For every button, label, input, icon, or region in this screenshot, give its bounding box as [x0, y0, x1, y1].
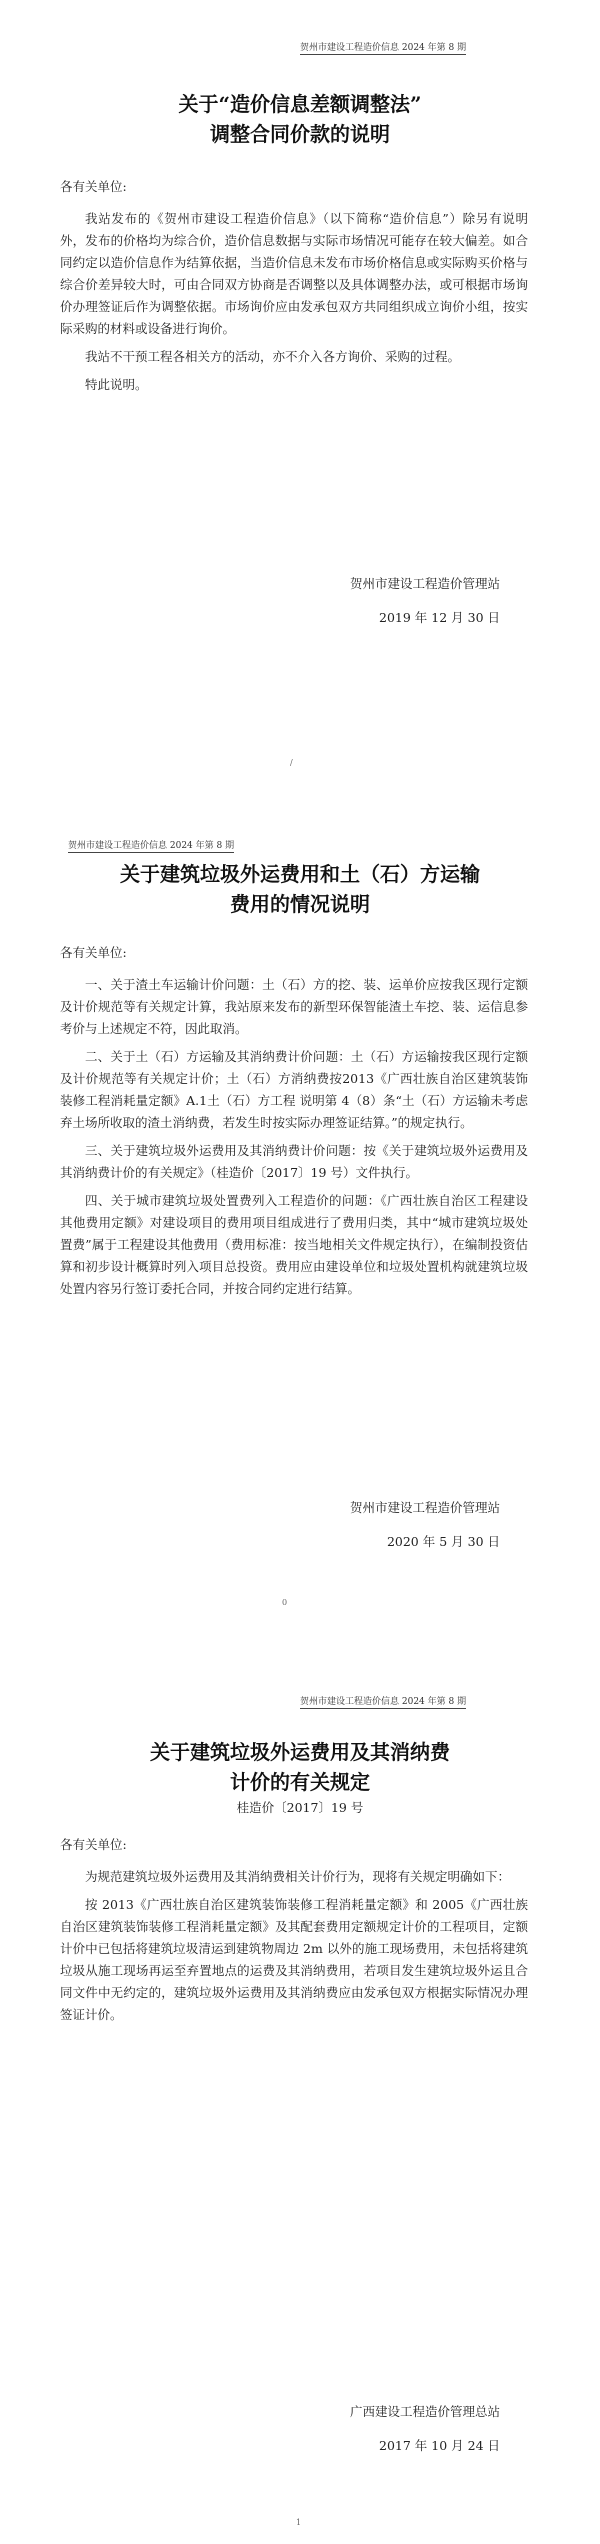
paragraph: 按 2013《广西壮族自治区建筑装饰装修工程消耗量定额》和 2005《广西壮族自治区建筑装饰装修工程消耗量定额》及其配套费用定额规定计价的工程项目，定额计价中已包括将建筑垃圾清运到建筑物周边 2m 以外的施工现场费用，未包括将建筑垃圾从施工现场再运至弃置地点的运费及其消纳费用，若项目发生建筑垃圾外运且合同文件中无约定的，建筑垃圾外运费用及其消纳费应由发承包双方根据实际情况办理签证计价。	[60, 1897, 528, 2022]
issuer-signature: 贺州市建设工程造价管理站	[349, 576, 500, 591]
notice-title-line-2: 计价的有关规定	[230, 1770, 370, 1794]
running-header: 贺州市建设工程造价信息 2024 年第 8 期	[300, 1694, 466, 1709]
paragraph: 一、关于渣土车运输计价问题：土（石）方的挖、装、运单价应按我区现行定额及计价规范等有关规定计算，我站原来发布的新型环保智能渣土车挖、装、运信息参考价与上述规定不符，因此取消。	[60, 977, 528, 1036]
running-header: 贺州市建设工程造价信息 2024 年第 8 期	[68, 838, 234, 853]
salutation: 各有关单位:	[60, 1837, 127, 1852]
paragraph: 特此说明。	[85, 377, 148, 392]
issue-date: 2020 年 5 月 30 日	[386, 1534, 500, 1549]
paragraph: 我站发布的《贺州市建设工程造价信息》（以下简称“造价信息”）除另有说明外，发布的价格均为综合价，造价信息数据与实际市场情况可能存在较大偏差。如合同约定以造价信息作为结算依据，当造价信息未发布市场价格信息或实际购买价格与综合价差异较大时，可由合同双方协商是否调整以及具体调整办法，或可根据市场询价办理签证后作为调整依据。市场询价应由发承包双方共同组织成立询价小组，按实际采购的材料或设备进行询价。	[60, 211, 528, 336]
issuer-signature: 贺州市建设工程造价管理站	[349, 1500, 500, 1515]
paragraph: 四、关于城市建筑垃圾处置费列入工程造价的问题：《广西壮族自治区工程建设其他费用定额》对建设项目的费用项目组成进行了费用归类，其中“城市建筑垃圾处置费”属于工程建设其他费用（费用标准：按当地相关文件规定执行），在编制投资估算和初步设计概算时列入项目总投资。费用应由建设单位和垃圾处置机构就建筑垃圾处置内容另行签订委托合同，并按合同约定进行结算。	[60, 1193, 528, 1296]
document-number: 桂造价〔2017〕19 号	[236, 1800, 364, 1815]
notice-title-line-2: 调整合同价款的说明	[210, 122, 390, 146]
salutation: 各有关单位:	[60, 945, 127, 960]
paragraph: 二、关于土（石）方运输及其消纳费计价问题：土（石）方运输按我区现行定额及计价规范等有关规定计价；土（石）方消纳费按2013《广西壮族自治区建筑装饰装修工程消耗量定额》A.1土（石）方工程 说明第 4（8）条“土（石）方运输未考虑弃土场所收取的渣土消纳费，若发生时按实际办理签证结算。”的规定执行。	[60, 1049, 528, 1130]
salutation: 各有关单位:	[60, 179, 127, 194]
running-header: 贺州市建设工程造价信息 2024 年第 8 期	[300, 40, 466, 55]
page-mark: /	[290, 758, 293, 767]
issue-date: 2017 年 10 月 24 日	[379, 2438, 500, 2453]
notice-title-line-2: 费用的情况说明	[230, 892, 370, 916]
issue-date: 2019 年 12 月 30 日	[379, 610, 500, 625]
issuer-signature: 广西建设工程造价管理总站	[349, 2404, 500, 2419]
paragraph: 三、关于建筑垃圾外运费用及其消纳费计价问题：按《关于建筑垃圾外运费用及其消纳费计价的有关规定》（桂造价〔2017〕19 号）文件执行。	[60, 1143, 528, 1180]
paragraph: 为规范建筑垃圾外运费用及其消纳费相关计价行为，现将有关规定明确如下：	[85, 1869, 511, 1884]
notice-title-line-1: 关于“造价信息差额调整法”	[178, 92, 422, 116]
paragraph: 我站不干预工程各相关方的活动，亦不介入各方询价、采购的过程。	[85, 349, 461, 364]
page-mark: 1	[296, 2518, 302, 2527]
notice-title-line-1: 关于建筑垃圾外运费用和土（石）方运输	[120, 862, 480, 886]
notice-title-line-1: 关于建筑垃圾外运费用及其消纳费	[150, 1740, 450, 1764]
page-mark: 0	[282, 1598, 288, 1607]
